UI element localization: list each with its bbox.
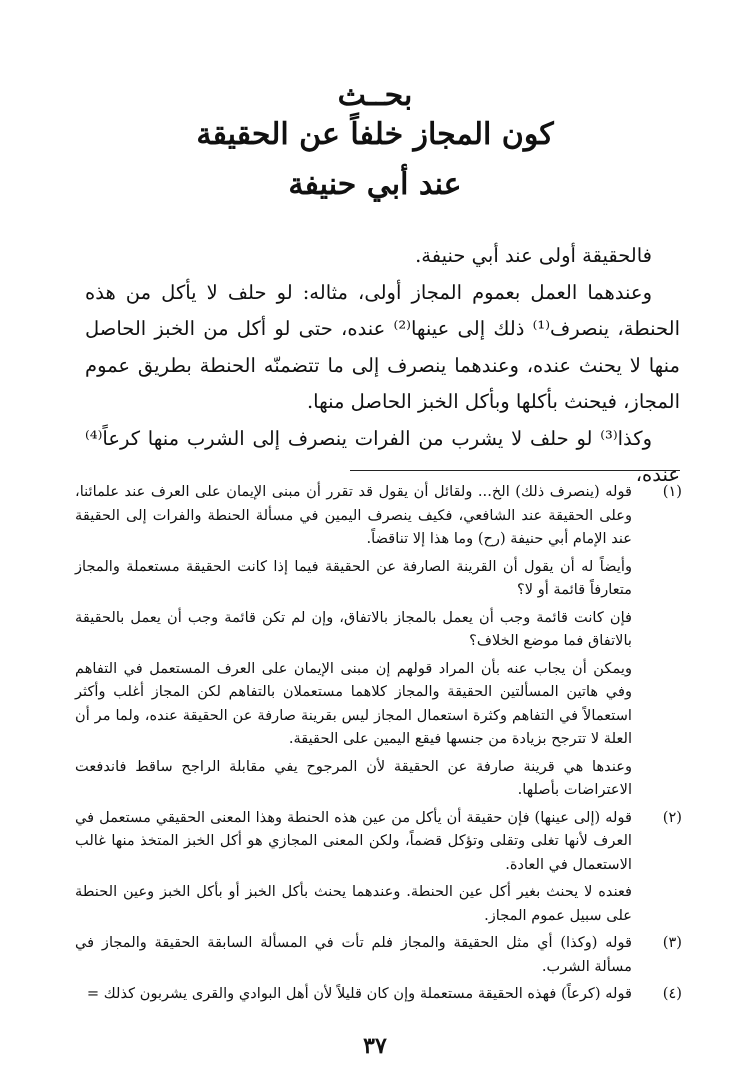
footnote-paragraph: وعندها هي قرينة صارفة عن الحقيقة لأن المرجوح يفي مقابلة الراجح ساقط فاندفعت الاعتراضات بأصلها.	[75, 757, 632, 798]
paragraph: وكذا⁽³⁾ لو حلف لا يشرب من الفرات ينصرف إلى الشرب منها كرعاً⁽⁴⁾ عنده،	[85, 426, 680, 486]
footnote-4	[75, 982, 682, 1006]
footnote-text	[75, 931, 632, 978]
footnote-paragraph: فعنده لا يحنث بغير أكل عين الحنطة. وعندهما يحنث بأكل الخبز أو بأكل الخبز وعين الحنطة على سبيل عموم المجاز.	[75, 883, 632, 924]
footnote-text	[75, 982, 632, 1006]
footnote-paragraph: ويمكن أن يجاب عنه بأن المراد قولهم إن مبنى الإيمان على العرف المستعمل في التفاهم وفي هاتين المسألتين الحقيقة والمجاز كلاهما مستعملان بالتفاهم لكن المجاز أغلب وأكثر استعمالاً في التفاهم وكثرة استعمال المجاز ليس بقرينة صارفة عن الحقيقة عنده، ولما مر أن العلة لا تترجح بزيادة من جنسها فيقع اليمين على الحقيقة.	[75, 659, 632, 747]
footnote-number: (٣)	[662, 934, 682, 951]
footnote-2	[75, 806, 682, 928]
footnote-paragraph: قوله (كرعاً) فهذه الحقيقة مستعملة وإن كان قليلاً لأن أهل البوادي والقرى يشربون كذلك =	[86, 985, 632, 1002]
paragraph: فالحقيقة أولى عند أبي حنيفة.	[415, 244, 652, 267]
main-text	[85, 238, 680, 494]
footnote-text	[75, 806, 632, 928]
footnote-paragraph: قوله (إلى عينها) فإن حقيقة أن يأكل من عين هذه الحنطة وهذا المعنى الحقيقي مستعمل في العرف لأنها تغلى وتقلى وتؤكل قضماً، ولكن المعنى المجازي هو أكل الخبز المتخذ منها غالب الاستعمال في العادة.	[75, 808, 632, 873]
footnote-paragraph: قوله (ينصرف ذلك) الخ... ولقائل أن يقول قد تقرر أن مبنى الإيمان على العرف عند علمائنا، وعلى الحقيقة عند الشافعي، فكيف ينصرف اليمين في مسألة الحنطة والفرات إلى الحقيقة عند الإمام أبي حنيفة (رح) وما هذا إلا تناقضاً.	[75, 483, 632, 547]
paragraph: وعندهما العمل بعموم المجاز أولى، مثاله: لو حلف لا يأكل من هذه الحنطة، ينصرف⁽¹⁾ ذلك إلى عينها⁽²⁾ عنده، حتى لو أكل من الخبز الحاصل منها لا يحنث عنده، وعندهما ينصرف إلى ما تتضمنّه الحنطة بطريق عموم المجاز، فيحنث بأكلها وبأكل الخبز الحاصل منها.	[85, 280, 680, 413]
page-number: ٣٧	[363, 1033, 387, 1059]
footnote-paragraph: فإن كانت قائمة وجب أن يعمل بالمجاز بالاتفاق، وإن لم تكن قائمة وجب أن يعمل بالحقيقة بالاتفاق فما موضع الخلاف؟	[75, 608, 632, 649]
footnote-number: (١)	[662, 483, 682, 500]
footnote-separator	[350, 470, 680, 471]
footnote-text	[75, 480, 632, 802]
footnotes	[75, 480, 682, 1006]
footnote-1	[75, 480, 682, 802]
chapter-subtitle: عند أبي حنيفة	[288, 167, 462, 202]
footnote-paragraph: وأيضاً له أن يقول أن القرينة الصارفة عن الحقيقة فيما إذا كانت الحقيقة مستعملة والمجاز متعارفاً قائمة أو لا؟	[75, 557, 632, 598]
section-label: بحــث	[337, 78, 413, 113]
chapter-title: كون المجاز خلفاً عن الحقيقة	[196, 117, 554, 152]
footnote-paragraph: قوله (وكذا) أي مثل الحقيقة والمجاز فلم تأت في المسألة السابقة الحقيقة والمجاز في مسألة الشرب.	[75, 934, 632, 975]
footnote-number: (٤)	[662, 985, 682, 1002]
footnote-3	[75, 931, 682, 978]
footnote-number: (٢)	[662, 808, 682, 826]
